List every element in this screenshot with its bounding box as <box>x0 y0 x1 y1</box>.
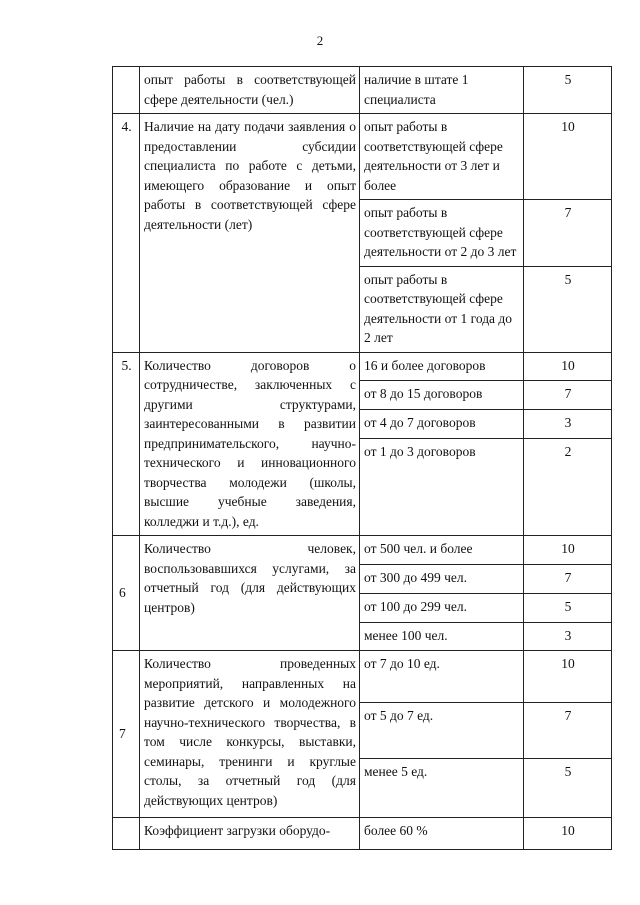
page-number: 2 <box>316 33 324 48</box>
score-cell: 10 <box>524 651 612 703</box>
criterion-cell: Наличие на дату подачи заявления о предоставлении субсидии специалиста по работе с детьми, имеющего образование и опыт работы в соответствующей сфере деятельности (лет) <box>140 114 360 353</box>
condition-cell: менее 5 ед. <box>360 759 524 818</box>
criterion-cell: Коэффициент загрузки оборудо- <box>140 818 360 850</box>
condition-cell: опыт работы в соответствующей сфере деятельности от 1 года до 2 лет <box>360 266 524 352</box>
condition-cell: 16 и более договоров <box>360 352 524 380</box>
score-cell: 5 <box>524 67 612 114</box>
criterion-cell: Количество договоров о сотрудничестве, заключенных с другими структурами, заинтересованными в развитии предпринимательского, научно-технического и инновационного творчества молодежи (школы, высшие учебные заведения, колледжи и т.д.), ед. <box>140 352 360 536</box>
score-cell: 5 <box>524 266 612 352</box>
table-row <box>113 536 612 565</box>
condition-cell: от 4 до 7 договоров <box>360 410 524 438</box>
condition-cell: более 60 % <box>360 818 524 850</box>
condition-cell: от 300 до 499 чел. <box>360 565 524 594</box>
criterion-cell: Количество проведенных мероприятий, направленных на развитие детского и молодежного научно-технического творчества, в том числе конкурсы, выставки, семинары, тренинги и круглые столы, за отчетный год (для действующих центров) <box>140 651 360 818</box>
row-number: 5. <box>113 352 140 536</box>
condition-cell: от 1 до 3 договоров <box>360 438 524 535</box>
condition-cell: опыт работы в соответствующей сфере деятельности от 2 до 3 лет <box>360 200 524 267</box>
condition-cell: от 5 до 7 ед. <box>360 703 524 759</box>
score-cell: 10 <box>524 536 612 565</box>
condition-cell: от 100 до 299 чел. <box>360 594 524 623</box>
table-row <box>113 67 612 114</box>
condition-cell: наличие в штате 1 специалиста <box>360 67 524 114</box>
table-row <box>113 114 612 200</box>
row-number: 7 <box>113 651 140 818</box>
criterion-cell: Количество человек, воспользовавшихся услугами, за отчетный год (для действующих центров) <box>140 536 360 651</box>
score-cell: 10 <box>524 114 612 200</box>
score-cell: 7 <box>524 565 612 594</box>
score-cell: 3 <box>524 410 612 438</box>
score-cell: 2 <box>524 438 612 535</box>
criterion-cell: опыт работы в соответствующей сфере деятельности (чел.) <box>140 67 360 114</box>
table-row <box>113 651 612 703</box>
table-row <box>113 818 612 850</box>
score-cell: 10 <box>524 818 612 850</box>
condition-cell: менее 100 чел. <box>360 623 524 651</box>
condition-cell: опыт работы в соответствующей сфере деятельности от 3 лет и более <box>360 114 524 200</box>
score-cell: 5 <box>524 594 612 623</box>
row-number <box>113 818 140 850</box>
condition-cell: от 7 до 10 ед. <box>360 651 524 703</box>
score-cell: 10 <box>524 352 612 380</box>
table-row <box>113 352 612 380</box>
criteria-table <box>112 66 612 850</box>
score-cell: 7 <box>524 200 612 267</box>
score-cell: 5 <box>524 759 612 818</box>
row-number: 4. <box>113 114 140 353</box>
score-cell: 7 <box>524 703 612 759</box>
condition-cell: от 8 до 15 договоров <box>360 380 524 409</box>
condition-cell: от 500 чел. и более <box>360 536 524 565</box>
score-cell: 3 <box>524 623 612 651</box>
row-number <box>113 67 140 114</box>
row-number: 6 <box>113 536 140 651</box>
score-cell: 7 <box>524 380 612 409</box>
